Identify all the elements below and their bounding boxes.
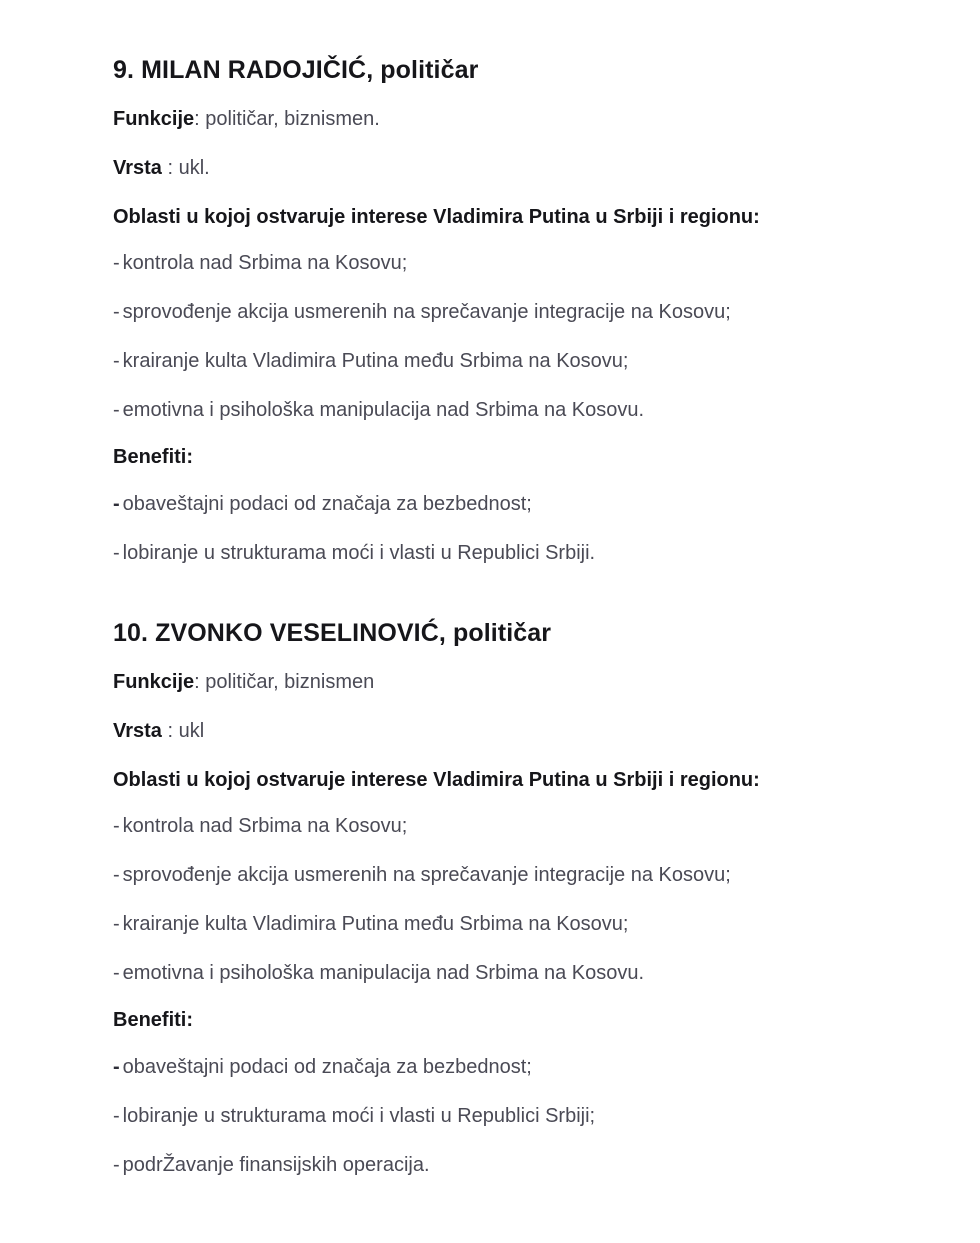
list-item	[113, 814, 933, 839]
list-item-text: krairanje kulta Vladimira Putina među Srbima na Kosovu;	[122, 913, 629, 935]
list-item	[113, 300, 933, 325]
areas-list	[113, 814, 933, 986]
list-item	[113, 1055, 933, 1080]
bullet-dash: -	[113, 301, 120, 323]
list-item	[113, 251, 933, 276]
bullet-dash: -	[113, 864, 120, 886]
field-funkcije-label: Funkcije	[113, 671, 195, 693]
list-item	[113, 961, 933, 986]
list-item-text: sprovođenje akcija usmerenih na sprečavanje integracije na Kosovu;	[122, 301, 731, 323]
bullet-dash: -	[113, 493, 120, 515]
bullet-dash: -	[113, 252, 120, 274]
list-item-text: obaveštajni podaci od značaja za bezbednost;	[122, 1056, 532, 1078]
entry-block	[113, 618, 933, 1178]
entry-title: 10. ZVONKO VESELINOVIĆ, političar	[113, 619, 552, 647]
list-item	[113, 863, 933, 888]
areas-section	[113, 768, 933, 986]
field-funkcije	[113, 670, 933, 695]
list-item-text: kontrola nad Srbima na Kosovu;	[122, 815, 408, 837]
field-vrsta-value: : ukl.	[161, 157, 210, 179]
field-funkcije-value: : političar, biznismen	[194, 671, 375, 693]
list-item-text: emotivna i psihološka manipulacija nad Srbima na Kosovu.	[122, 399, 645, 421]
list-item-text: podrŽavanje finansijskih operacija.	[122, 1154, 430, 1176]
field-vrsta	[113, 719, 933, 744]
benefits-heading: Benefiti:	[113, 1009, 193, 1031]
bullet-dash: -	[113, 350, 120, 372]
benefits-heading: Benefiti:	[113, 446, 193, 468]
benefits-list	[113, 1055, 933, 1178]
list-item-text: sprovođenje akcija usmerenih na sprečavanje integracije na Kosovu;	[122, 864, 731, 886]
benefits-list	[113, 492, 933, 566]
list-item	[113, 492, 933, 517]
bullet-dash: -	[113, 542, 120, 564]
bullet-dash: -	[113, 962, 120, 984]
list-item	[113, 1153, 933, 1178]
list-item-text: lobiranje u strukturama moći i vlasti u Republici Srbiji.	[122, 542, 596, 564]
bullet-dash: -	[113, 913, 120, 935]
entry-block	[113, 55, 933, 566]
field-vrsta-label: Vrsta	[113, 720, 162, 742]
list-item	[113, 349, 933, 374]
bullet-dash: -	[113, 815, 120, 837]
list-item-text: kontrola nad Srbima na Kosovu;	[122, 252, 408, 274]
document-content	[113, 55, 933, 1178]
bullet-dash: -	[113, 1105, 120, 1127]
field-vrsta-value: : ukl	[161, 720, 205, 742]
list-item-text: obaveštajni podaci od značaja za bezbednost;	[122, 493, 532, 515]
bullet-dash: -	[113, 1154, 120, 1176]
list-item	[113, 541, 933, 566]
areas-list	[113, 251, 933, 423]
field-vrsta	[113, 156, 933, 181]
field-funkcije	[113, 107, 933, 132]
list-item-text: krairanje kulta Vladimira Putina među Srbima na Kosovu;	[122, 350, 629, 372]
areas-heading: Oblasti u kojoj ostvaruje interese Vladimira Putina u Srbiji i regionu:	[113, 769, 760, 791]
bullet-dash: -	[113, 399, 120, 421]
bullet-dash: -	[113, 1056, 120, 1078]
list-item	[113, 912, 933, 937]
list-item-text: lobiranje u strukturama moći i vlasti u Republici Srbiji;	[122, 1105, 596, 1127]
field-vrsta-label: Vrsta	[113, 157, 162, 179]
list-item	[113, 1104, 933, 1129]
list-item-text: emotivna i psihološka manipulacija nad Srbima na Kosovu.	[122, 962, 645, 984]
areas-heading: Oblasti u kojoj ostvaruje interese Vladimira Putina u Srbiji i regionu:	[113, 206, 760, 228]
list-item	[113, 398, 933, 423]
field-funkcije-value: : političar, biznismen.	[194, 108, 380, 130]
field-funkcije-label: Funkcije	[113, 108, 195, 130]
entry-title: 9. MILAN RADOJIČIĆ, političar	[113, 56, 479, 84]
areas-section	[113, 205, 933, 423]
